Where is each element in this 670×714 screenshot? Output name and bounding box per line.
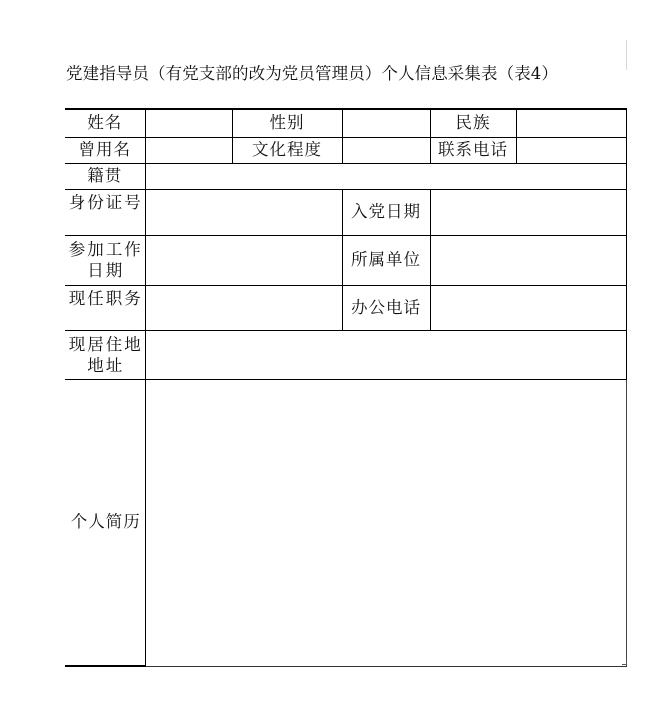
row-resume [65,379,626,666]
field-phone[interactable] [516,137,626,163]
field-education[interactable] [342,137,430,163]
label-work-start-date: 参加工作日期 [65,235,145,285]
field-ethnicity[interactable] [516,109,626,137]
sheet-edge-line [626,40,627,70]
label-office-phone: 办公电话 [342,285,430,330]
sheet-corner-mark [622,660,627,665]
field-resume[interactable] [145,379,626,666]
form-title: 党建指导员（有党支部的改为党员管理员）个人信息采集表（表4） [66,64,558,83]
field-work-start-date[interactable] [145,235,342,285]
field-current-position[interactable] [145,285,342,330]
field-office-phone[interactable] [430,285,626,330]
field-former-name[interactable] [145,137,232,163]
row-basic-2 [65,137,626,163]
label-resume: 个人简历 [65,379,145,666]
label-address: 现居住地地址 [65,330,145,379]
field-gender[interactable] [342,109,430,137]
row-position [65,285,626,330]
label-work-unit: 所属单位 [342,235,430,285]
label-name: 姓名 [65,109,145,137]
field-work-unit[interactable] [430,235,626,285]
field-address[interactable] [145,330,626,379]
info-form-table [65,108,627,667]
label-native-place: 籍贯 [65,163,145,189]
label-id-number-text: 身份证号 [68,192,143,212]
row-basic-1 [65,109,626,137]
row-work-start [65,235,626,285]
row-id [65,189,626,235]
label-phone: 联系电话 [430,137,516,163]
label-education: 文化程度 [232,137,342,163]
row-native-place [65,163,626,189]
field-name[interactable] [145,109,232,137]
field-id-number[interactable] [145,189,342,235]
field-native-place[interactable] [145,163,626,189]
label-current-position [65,285,145,330]
label-former-name: 曾用名 [65,137,145,163]
label-gender: 性别 [232,109,342,137]
row-address [65,330,626,379]
label-party-join-date: 入党日期 [342,189,430,235]
label-ethnicity: 民族 [430,109,516,137]
field-party-join-date[interactable] [430,189,626,235]
label-current-position-text: 现任职务 [68,288,143,308]
label-id-number [65,189,145,235]
